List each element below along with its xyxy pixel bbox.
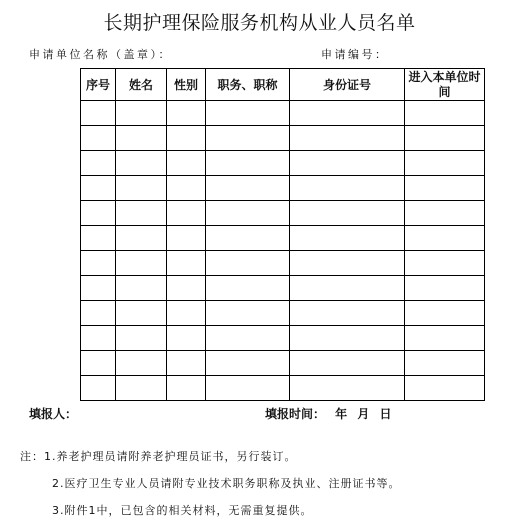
header-serial-number: 序号 bbox=[81, 69, 116, 101]
cell-join-date[interactable] bbox=[405, 376, 485, 401]
cell-id-number[interactable] bbox=[290, 176, 405, 201]
cell-position-title[interactable] bbox=[206, 226, 290, 251]
cell-join-date[interactable] bbox=[405, 301, 485, 326]
cell-name[interactable] bbox=[116, 326, 167, 351]
table-row bbox=[81, 151, 485, 176]
cell-name[interactable] bbox=[116, 376, 167, 401]
cell-serial-number[interactable] bbox=[81, 376, 116, 401]
cell-serial-number[interactable] bbox=[81, 326, 116, 351]
cell-serial-number[interactable] bbox=[81, 301, 116, 326]
cell-position-title[interactable] bbox=[206, 351, 290, 376]
cell-position-title[interactable] bbox=[206, 151, 290, 176]
table-row bbox=[81, 276, 485, 301]
cell-gender[interactable] bbox=[167, 226, 206, 251]
cell-gender[interactable] bbox=[167, 201, 206, 226]
cell-position-title[interactable] bbox=[206, 201, 290, 226]
cell-gender[interactable] bbox=[167, 176, 206, 201]
reporter-label: 填报人： bbox=[29, 407, 78, 421]
table-row bbox=[81, 301, 485, 326]
note-2: 2.医疗卫生专业人员请附专业技术职务职称及执业、注册证书等。 bbox=[52, 477, 401, 490]
cell-position-title[interactable] bbox=[206, 126, 290, 151]
cell-position-title[interactable] bbox=[206, 326, 290, 351]
cell-id-number[interactable] bbox=[290, 326, 405, 351]
cell-gender[interactable] bbox=[167, 376, 206, 401]
cell-id-number[interactable] bbox=[290, 251, 405, 276]
cell-serial-number[interactable] bbox=[81, 251, 116, 276]
cell-id-number[interactable] bbox=[290, 376, 405, 401]
cell-serial-number[interactable] bbox=[81, 226, 116, 251]
cell-name[interactable] bbox=[116, 276, 167, 301]
cell-gender[interactable] bbox=[167, 101, 206, 126]
note-3: 3.附件1中，已包含的相关材料，无需重复提供。 bbox=[52, 504, 313, 517]
cell-join-date[interactable] bbox=[405, 326, 485, 351]
table-row bbox=[81, 201, 485, 226]
cell-join-date[interactable] bbox=[405, 151, 485, 176]
cell-join-date[interactable] bbox=[405, 176, 485, 201]
table-row bbox=[81, 101, 485, 126]
cell-gender[interactable] bbox=[167, 301, 206, 326]
cell-gender[interactable] bbox=[167, 351, 206, 376]
cell-id-number[interactable] bbox=[290, 301, 405, 326]
cell-serial-number[interactable] bbox=[81, 176, 116, 201]
cell-name[interactable] bbox=[116, 101, 167, 126]
cell-serial-number[interactable] bbox=[81, 276, 116, 301]
cell-gender[interactable] bbox=[167, 326, 206, 351]
cell-name[interactable] bbox=[116, 126, 167, 151]
applicant-unit-label: 申请单位名称（盖章）： bbox=[29, 48, 172, 61]
cell-join-date[interactable] bbox=[405, 251, 485, 276]
cell-position-title[interactable] bbox=[206, 101, 290, 126]
cell-name[interactable] bbox=[116, 151, 167, 176]
table-row bbox=[81, 176, 485, 201]
cell-join-date[interactable] bbox=[405, 201, 485, 226]
cell-serial-number[interactable] bbox=[81, 151, 116, 176]
page-title: 长期护理保险服务机构从业人员名单 bbox=[103, 12, 416, 34]
cell-name[interactable] bbox=[116, 201, 167, 226]
table-row bbox=[81, 251, 485, 276]
cell-id-number[interactable] bbox=[290, 126, 405, 151]
table-row bbox=[81, 376, 485, 401]
table-row bbox=[81, 226, 485, 251]
header-gender: 性别 bbox=[167, 69, 206, 101]
cell-id-number[interactable] bbox=[290, 201, 405, 226]
header-join-date: 进入本单位时间 bbox=[405, 69, 485, 101]
application-number-label: 申请编号： bbox=[321, 48, 389, 61]
cell-id-number[interactable] bbox=[290, 226, 405, 251]
cell-join-date[interactable] bbox=[405, 126, 485, 151]
cell-join-date[interactable] bbox=[405, 351, 485, 376]
cell-name[interactable] bbox=[116, 251, 167, 276]
cell-serial-number[interactable] bbox=[81, 101, 116, 126]
cell-gender[interactable] bbox=[167, 276, 206, 301]
cell-position-title[interactable] bbox=[206, 276, 290, 301]
cell-position-title[interactable] bbox=[206, 176, 290, 201]
report-time-label: 填报时间： 年 月 日 bbox=[265, 407, 392, 421]
cell-join-date[interactable] bbox=[405, 276, 485, 301]
cell-position-title[interactable] bbox=[206, 301, 290, 326]
cell-name[interactable] bbox=[116, 226, 167, 251]
cell-join-date[interactable] bbox=[405, 101, 485, 126]
table-row bbox=[81, 326, 485, 351]
cell-gender[interactable] bbox=[167, 251, 206, 276]
cell-serial-number[interactable] bbox=[81, 126, 116, 151]
cell-name[interactable] bbox=[116, 301, 167, 326]
cell-name[interactable] bbox=[116, 351, 167, 376]
cell-serial-number[interactable] bbox=[81, 201, 116, 226]
header-position-title: 职务、职称 bbox=[206, 69, 290, 101]
cell-gender[interactable] bbox=[167, 151, 206, 176]
note-1: 注：1.养老护理员请附养老护理员证书，另行装订。 bbox=[20, 450, 297, 463]
table-body bbox=[81, 101, 485, 401]
cell-gender[interactable] bbox=[167, 126, 206, 151]
header-name: 姓名 bbox=[116, 69, 167, 101]
cell-name[interactable] bbox=[116, 176, 167, 201]
cell-id-number[interactable] bbox=[290, 351, 405, 376]
cell-serial-number[interactable] bbox=[81, 351, 116, 376]
cell-join-date[interactable] bbox=[405, 226, 485, 251]
table-row bbox=[81, 351, 485, 376]
cell-position-title[interactable] bbox=[206, 376, 290, 401]
cell-id-number[interactable] bbox=[290, 101, 405, 126]
cell-position-title[interactable] bbox=[206, 251, 290, 276]
table-row bbox=[81, 126, 485, 151]
staff-roster-table bbox=[80, 68, 485, 401]
table-header-row bbox=[81, 69, 485, 101]
header-id-number: 身份证号 bbox=[290, 69, 405, 101]
cell-id-number[interactable] bbox=[290, 151, 405, 176]
cell-id-number[interactable] bbox=[290, 276, 405, 301]
